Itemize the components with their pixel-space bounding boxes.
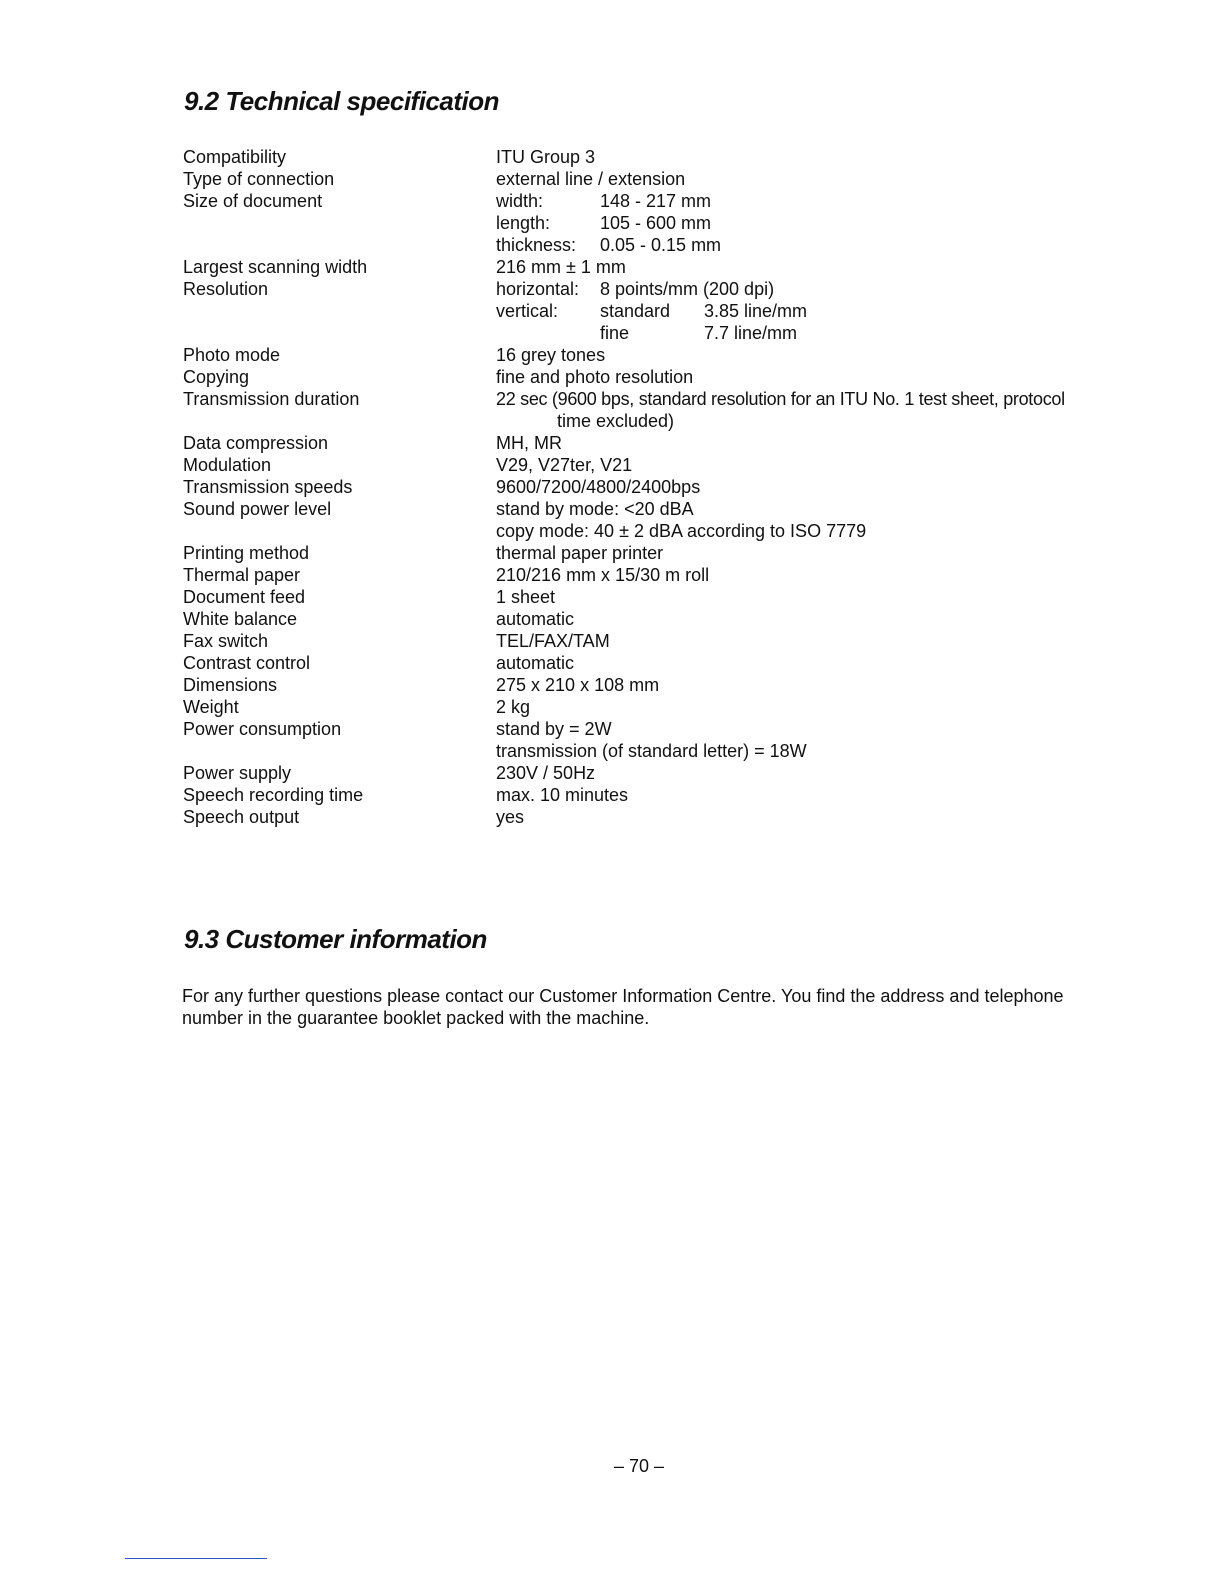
spec-row-power-supply (0, 762, 1224, 784)
spec-value: V29, V27ter, V21 (496, 455, 633, 475)
spec-subvalue: 105 - 600 mm (600, 213, 712, 233)
spec-value: transmission (of standard letter) = 18W (496, 741, 807, 761)
spec-label: Largest scanning width (183, 257, 368, 277)
spec-row-transmission-duration-cont (0, 410, 1224, 432)
spec-value: 216 mm ± 1 mm (496, 257, 626, 277)
spec-row-resolution-fine (0, 322, 1224, 344)
spec-value: MH, MR (496, 433, 562, 453)
spec-value: ITU Group 3 (496, 147, 596, 167)
spec-row-weight (0, 696, 1224, 718)
spec-value: 9600/7200/4800/2400bps (496, 477, 701, 497)
spec-label: Weight (183, 697, 239, 717)
spec-subkey: length: (496, 213, 551, 233)
spec-subvalue: 3.85 line/mm (704, 301, 808, 321)
spec-label: Resolution (183, 279, 269, 299)
spec-value: 1 sheet (496, 587, 556, 607)
spec-value: external line / extension (496, 169, 686, 189)
spec-row-contrast-control (0, 652, 1224, 674)
spec-label: Contrast control (183, 653, 311, 673)
spec-row-printing-method (0, 542, 1224, 564)
spec-value: time excluded) (557, 411, 675, 431)
spec-value: TEL/FAX/TAM (496, 631, 610, 651)
spec-row-document-thickness (0, 234, 1224, 256)
spec-row-speech-recording (0, 784, 1224, 806)
spec-row-speech-output (0, 806, 1224, 828)
spec-subvalue: 148 - 217 mm (600, 191, 712, 211)
spec-row-photo-mode (0, 344, 1224, 366)
spec-row-thermal-paper (0, 564, 1224, 586)
spec-subkey: thickness: (496, 235, 577, 255)
spec-row-resolution (0, 278, 1224, 300)
spec-row-fax-switch (0, 630, 1224, 652)
spec-value: thermal paper printer (496, 543, 664, 563)
spec-label: Fax switch (183, 631, 269, 651)
spec-value: 16 grey tones (496, 345, 606, 365)
spec-label: Photo mode (183, 345, 281, 365)
spec-row-compatibility (0, 146, 1224, 168)
spec-value: 22 sec (9600 bps, standard resolution for an ITU No. 1 test sheet, protocol (496, 389, 1065, 409)
spec-row-document-size (0, 190, 1224, 212)
spec-value: stand by mode: <20 dBA (496, 499, 694, 519)
spec-label: Transmission duration (183, 389, 360, 409)
spec-label: Printing method (183, 543, 310, 563)
spec-label: Compatibility (183, 147, 287, 167)
spec-row-sound-power (0, 498, 1224, 520)
spec-label: Dimensions (183, 675, 278, 695)
spec-row-document-feed (0, 586, 1224, 608)
page-number: – 70 – (613, 1456, 665, 1476)
spec-row-sound-power-copy (0, 520, 1224, 542)
spec-row-modulation (0, 454, 1224, 476)
spec-subkey: vertical: (496, 301, 559, 321)
spec-label: Power supply (183, 763, 292, 783)
spec-row-copying (0, 366, 1224, 388)
spec-row-power-consumption-transmission (0, 740, 1224, 762)
spec-subvalue: 0.05 - 0.15 mm (600, 235, 722, 255)
spec-row-dimensions (0, 674, 1224, 696)
spec-subkey: width: (496, 191, 544, 211)
spec-label: Thermal paper (183, 565, 301, 585)
spec-subkey: horizontal: (496, 279, 580, 299)
customer-information-paragraph: For any further questions please contact our Customer Information Centre. You find the address and telephone number in the guarantee booklet packed with the machine. (182, 986, 1064, 1028)
spec-label: White balance (183, 609, 298, 629)
spec-row-power-consumption (0, 718, 1224, 740)
spec-value: automatic (496, 609, 575, 629)
spec-label: Speech output (183, 807, 300, 827)
spec-subvalue: 8 points/mm (200 dpi) (600, 279, 775, 299)
spec-label: Sound power level (183, 499, 332, 519)
section-heading-technical-specification: 9.2 Technical specification (184, 86, 499, 116)
spec-value: fine and photo resolution (496, 367, 694, 387)
spec-row-transmission-duration (0, 388, 1224, 410)
spec-value: copy mode: 40 ± 2 dBA according to ISO 7779 (496, 521, 867, 541)
spec-subkey: fine (600, 323, 630, 343)
spec-label: Power consumption (183, 719, 342, 739)
spec-label: Speech recording time (183, 785, 364, 805)
footer-rule (125, 1558, 267, 1559)
spec-value: 275 x 210 x 108 mm (496, 675, 660, 695)
spec-value: max. 10 minutes (496, 785, 629, 805)
spec-row-data-compression (0, 432, 1224, 454)
spec-subvalue: 7.7 line/mm (704, 323, 798, 343)
spec-row-resolution-vertical (0, 300, 1224, 322)
spec-label: Modulation (183, 455, 272, 475)
spec-label: Copying (183, 367, 250, 387)
spec-value: yes (496, 807, 525, 827)
spec-label: Type of connection (183, 169, 335, 189)
spec-row-connection (0, 168, 1224, 190)
section-heading-customer-information: 9.3 Customer information (184, 924, 487, 954)
spec-label: Size of document (183, 191, 323, 211)
spec-value: 210/216 mm x 15/30 m roll (496, 565, 710, 585)
spec-label: Transmission speeds (183, 477, 353, 497)
spec-subkey: standard (600, 301, 671, 321)
spec-row-transmission-speeds (0, 476, 1224, 498)
spec-label: Data compression (183, 433, 329, 453)
spec-row-document-length (0, 212, 1224, 234)
spec-value: 230V / 50Hz (496, 763, 596, 783)
spec-row-scan-width (0, 256, 1224, 278)
spec-label: Document feed (183, 587, 306, 607)
spec-value: stand by = 2W (496, 719, 612, 739)
spec-row-white-balance (0, 608, 1224, 630)
spec-value: automatic (496, 653, 575, 673)
spec-value: 2 kg (496, 697, 531, 717)
